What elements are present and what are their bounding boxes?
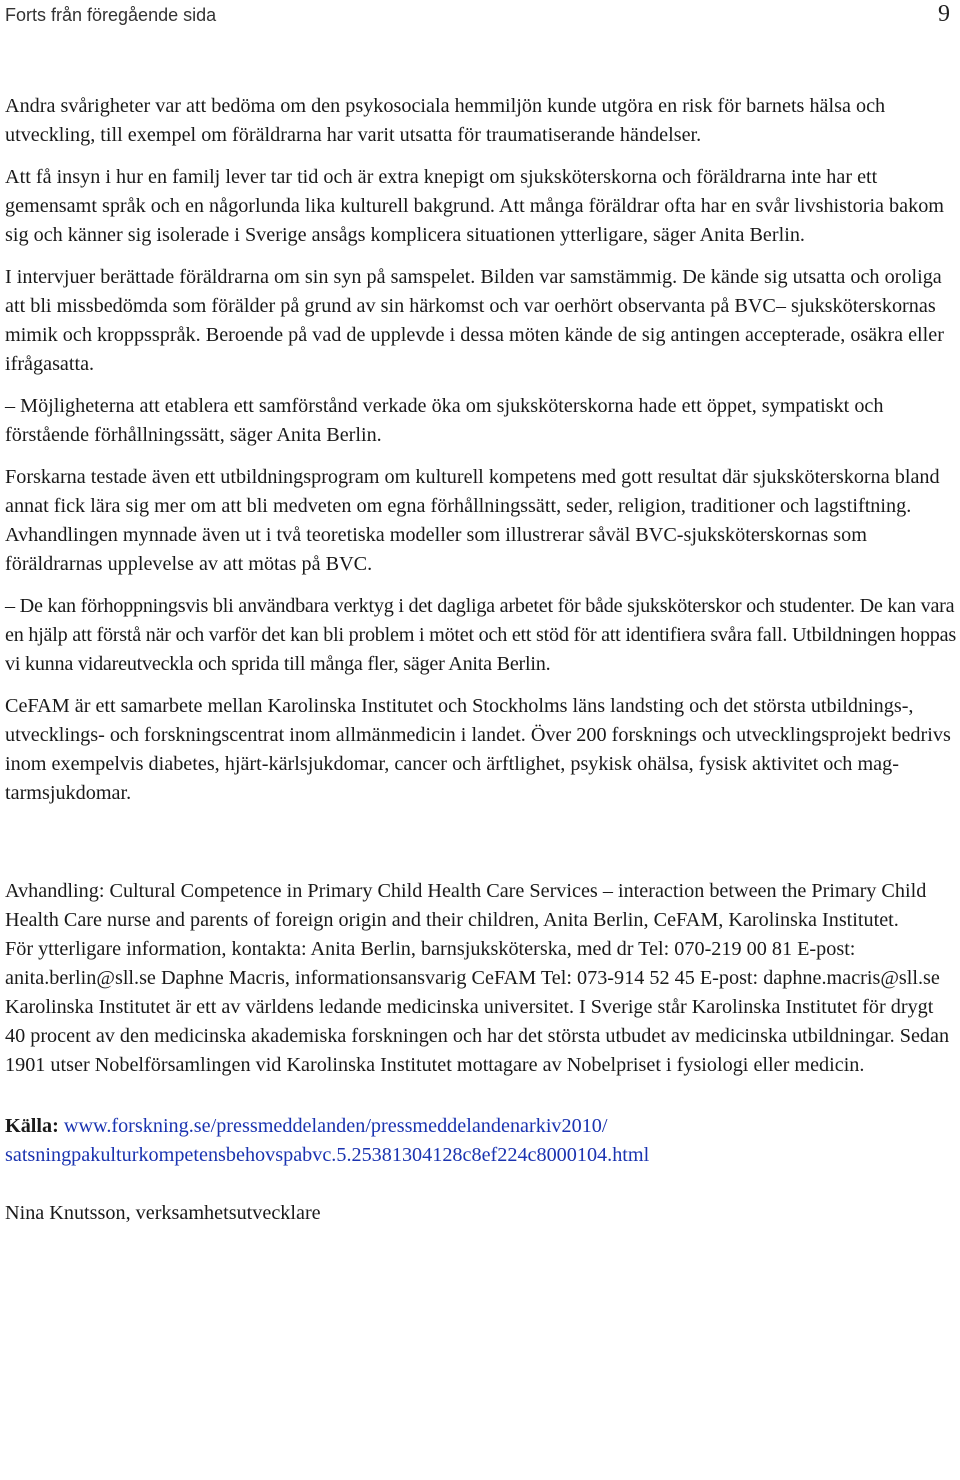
source-url-line-1: www.forskning.se/pressmeddelanden/pressmeddelandenarkiv2010/ xyxy=(63,1115,608,1137)
paragraph-training-program: Forskarna testade även ett utbildningsprogram om kulturell kompetens med gott resultat där sjuksköterskorna bland annat fick lära sig mer om att bli medveten om egna förhållningssätt, seder, religion, traditioner och lagstiftning. Avhandlingen mynnade även ut i två teoretiska modeller som illustrerar såväl BVC-sjuksköterskornas som föräldrarnas upplevelse av att mötas på BVC. xyxy=(5,466,940,575)
thesis-info: Avhandling: Cultural Competence in Primary Child Health Care Services – interaction between the Primary Child Health Care nurse and parents of foreign origin and their children, Anita Berlin, CeFAM, Karolinska Institutet. xyxy=(5,880,927,931)
paragraph-cefam: CeFAM är ett samarbete mellan Karolinska Institutet och Stockholms läns landsting och det största utbildnings-, utvecklings- och forskningscentrat inom allmänmedicin i landet. Över 200 forsknings och utvecklingsprojekt bedrivs inom exempelvis diabetes, hjärt-kärlsjukdomar, cancer och ärftlighet, psykisk ohälsa, fysisk aktivitet och mag-tarmsjukdomar. xyxy=(5,695,951,804)
source-label: Källa: xyxy=(5,1115,59,1137)
quote-tools: – De kan förhoppningsvis bli användbara verktyg i det dagliga arbetet för både sjuksköterskor och studenter. De kan vara en hjälp att förstå när och varför det kan bli problem i mötet och ett stöd för att identifiera svåra fall. Utbildningen hoppas vi kunna vidareutveckla och sprida till många fler, säger Anita Berlin. xyxy=(5,595,956,675)
article-body xyxy=(5,92,957,1228)
author-signature: Nina Knutsson, verksamhetsutvecklare xyxy=(5,1202,321,1224)
paragraph-interviews: I intervjuer berättade föräldrarna om sin syn på samspelet. Bilden var samstämmig. De kände sig utsatta och oroliga att bli missbedömda som förälder på grund av sin härkomst och var oerhört observanta på BVC– sjuksköterskornas mimik och kroppsspråk. Beroende på vad de upplevde i dessa möten kände de sig antingen accepterade, osäkra eller ifrågasatta. xyxy=(5,266,944,375)
paragraph-insight: Att få insyn i hur en familj lever tar tid och är extra knepigt om sjuksköterskorna och föräldrarna inte har ett gemensamt språk och en någorlunda lika kulturell bakgrund. Att många föräldrar ofta har en svår livshistoria bakom sig och känner sig isolerade i Sverige ansågs komplicera situationen ytterligare, säger Anita Berlin. xyxy=(5,166,945,246)
paragraph-psychosocial: Andra svårigheter var att bedöma om den psykosociala hemmiljön kunde utgöra en risk för barnets hälsa och utveckling, till exempel om föräldrarna har varit utsatta för traumatiserande händelser. xyxy=(5,95,886,146)
quote-possibilities: – Möjligheterna att etablera ett samförstånd verkade öka om sjuksköterskorna hade ett öppet, sympatiskt och förstående förhållningssätt, säger Anita Berlin. xyxy=(5,395,884,446)
page-number: 9 xyxy=(938,1,950,27)
continued-from-previous-page: Forts från föregående sida xyxy=(5,5,217,25)
source-block xyxy=(5,1112,957,1170)
source-url-line-2: satsningpakulturkompetensbehovspabvc.5.25381304128c8ef224c8000104.html xyxy=(5,1144,650,1166)
source-link[interactable] xyxy=(5,1115,649,1166)
contact-info: För ytterligare information, kontakta: Anita Berlin, barnsjuksköterska, med dr Tel: 070-219 00 81 E-post: anita.berlin@sll.se Daphne Macris, informationsansvarig CeFAM Tel: 073-914 52 45 E-post: daphne.macris@sll.se Karolinska Institutet är ett av världens ledande medicinska universitet. I Sverige står Karolinska Institutet för drygt 40 procent av den medicinska akademiska forskningen och har det största utbudet av medicinska utbildningar. Sedan 1901 utser Nobelförsamlingen vid Karolinska Institutet mottagare av Nobelpriset i fysiologi eller medicin. xyxy=(5,938,950,1076)
